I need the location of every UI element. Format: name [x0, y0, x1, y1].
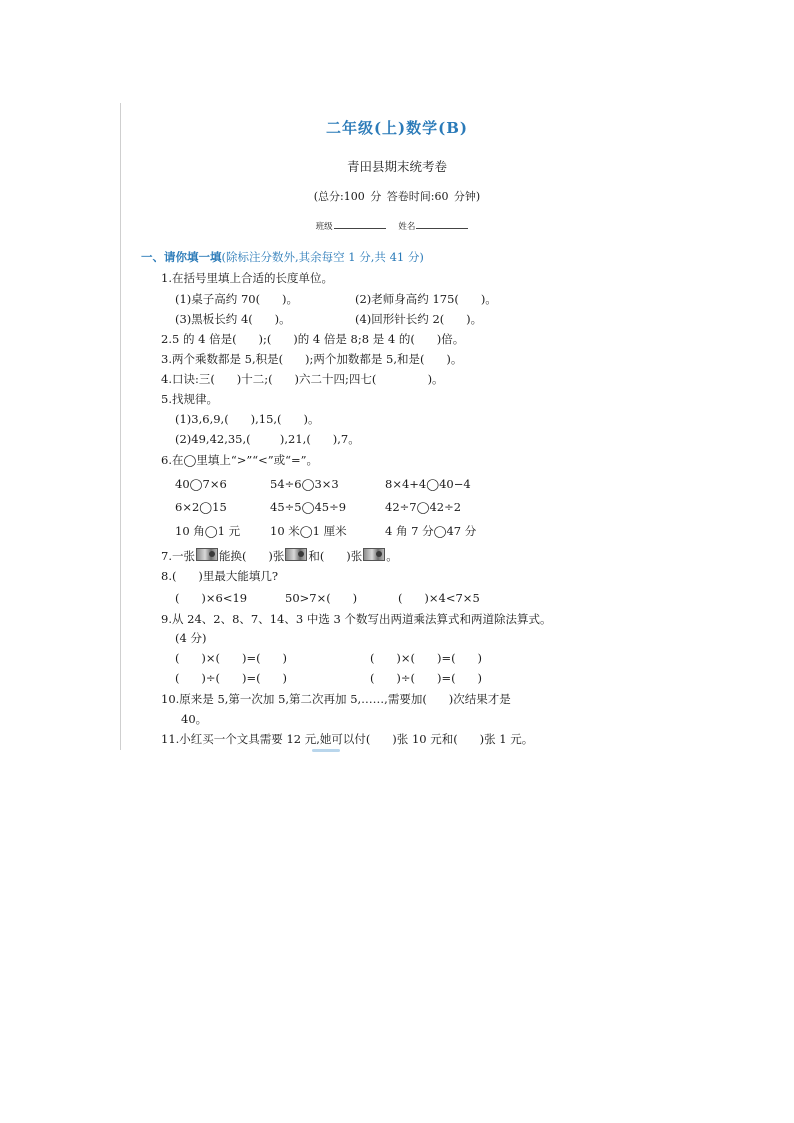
scan-mark [312, 749, 340, 752]
compare-item: 10 米◯1 厘米 [270, 524, 347, 538]
multiplication-blank-1: ( )×( )=( ) [175, 651, 287, 665]
question-1-part-4: (4)回形针长约 2( )。 [355, 312, 483, 326]
compare-item: 10 角◯1 元 [175, 524, 241, 538]
question-3: 3.两个乘数都是 5,积是( );两个加数都是 5,和是( )。 [161, 352, 463, 366]
multiplication-blank-2: ( )×( )=( ) [370, 651, 482, 665]
banknote-image [196, 548, 218, 561]
page-title: 二年级(上)数学(B) [325, 119, 469, 137]
question-7-text-1: 7.一张 [161, 549, 195, 563]
question-1-part-1: (1)桌子高约 70( )。 [175, 292, 298, 306]
question-10-continued: 40。 [181, 712, 208, 726]
question-10: 10.原来是 5,第一次加 5,第二次再加 5,……,需要加( )次结果才是 [161, 692, 511, 706]
question-6: 6.在◯里填上“>”“<”或“=”。 [161, 453, 319, 467]
compare-item: 8×4+4◯40−4 [385, 477, 471, 491]
question-1-part-2: (2)老师身高约 175( )。 [355, 292, 497, 306]
compare-item: 40◯7×6 [175, 477, 227, 491]
division-blank-2: ( )÷( )=( ) [370, 671, 482, 685]
compare-item: 4 角 7 分◯47 分 [385, 524, 477, 538]
compare-item: 54÷6◯3×3 [270, 477, 339, 491]
compare-item: 6×2◯15 [175, 500, 227, 514]
question-2: 2.5 的 4 倍是( );( )的 4 倍是 8;8 是 4 的( )倍。 [161, 332, 465, 346]
section-title: 一、请你填一填 [141, 250, 222, 264]
question-5: 5.找规律。 [161, 392, 218, 406]
banknote-image [285, 548, 307, 561]
exam-subtitle: 青田县期末统考卷 [346, 159, 447, 174]
compare-item: 42÷7◯42÷2 [385, 500, 462, 514]
question-7-text-3: 和( )张 [308, 549, 363, 563]
question-1-part-3: (3)黑板长约 4( )。 [175, 312, 291, 326]
question-4: 4.口诀:三( )十二;( )六二十四;四七( )。 [161, 372, 444, 386]
question-1: 1.在括号里填上合适的长度单位。 [161, 271, 333, 285]
compare-item: 45÷5◯45÷9 [270, 500, 347, 514]
name-label: 姓名 [398, 222, 416, 232]
division-blank-1: ( )÷( )=( ) [175, 671, 287, 685]
class-blank [334, 220, 386, 229]
question-8-part-3: ( )×4<7×5 [398, 591, 480, 605]
banknote-image [363, 548, 385, 561]
question-9-score: (4 分) [175, 631, 207, 645]
question-8: 8.( )里最大能填几? [161, 569, 279, 583]
section-heading [141, 249, 424, 265]
section-note: (除标注分数外,其余每空 1 分,共 41 分) [221, 250, 424, 264]
question-11: 11.小红买一个文具需要 12 元,她可以付( )张 10 元和( )张 1 元。 [161, 732, 534, 746]
question-7 [161, 548, 398, 563]
class-label: 班级 [315, 222, 333, 232]
question-8-part-1: ( )×6<19 [175, 591, 248, 605]
question-5-part-2: (2)49,42,35,( ),21,( ),7。 [175, 432, 360, 446]
question-7-text-4: 。 [386, 549, 398, 563]
question-9: 9.从 24、2、8、7、14、3 中选 3 个数写出两道乘法算式和两道除法算式。 [161, 612, 552, 626]
student-info-line [0, 220, 794, 232]
exam-info: (总分:100 分 答卷时间:60 分钟) [313, 190, 481, 203]
name-blank [416, 220, 468, 229]
question-8-part-2: 50>7×( ) [285, 591, 358, 605]
question-5-part-1: (1)3,6,9,( ),15,( )。 [175, 412, 320, 426]
question-7-text-2: 能换( )张 [218, 549, 285, 563]
